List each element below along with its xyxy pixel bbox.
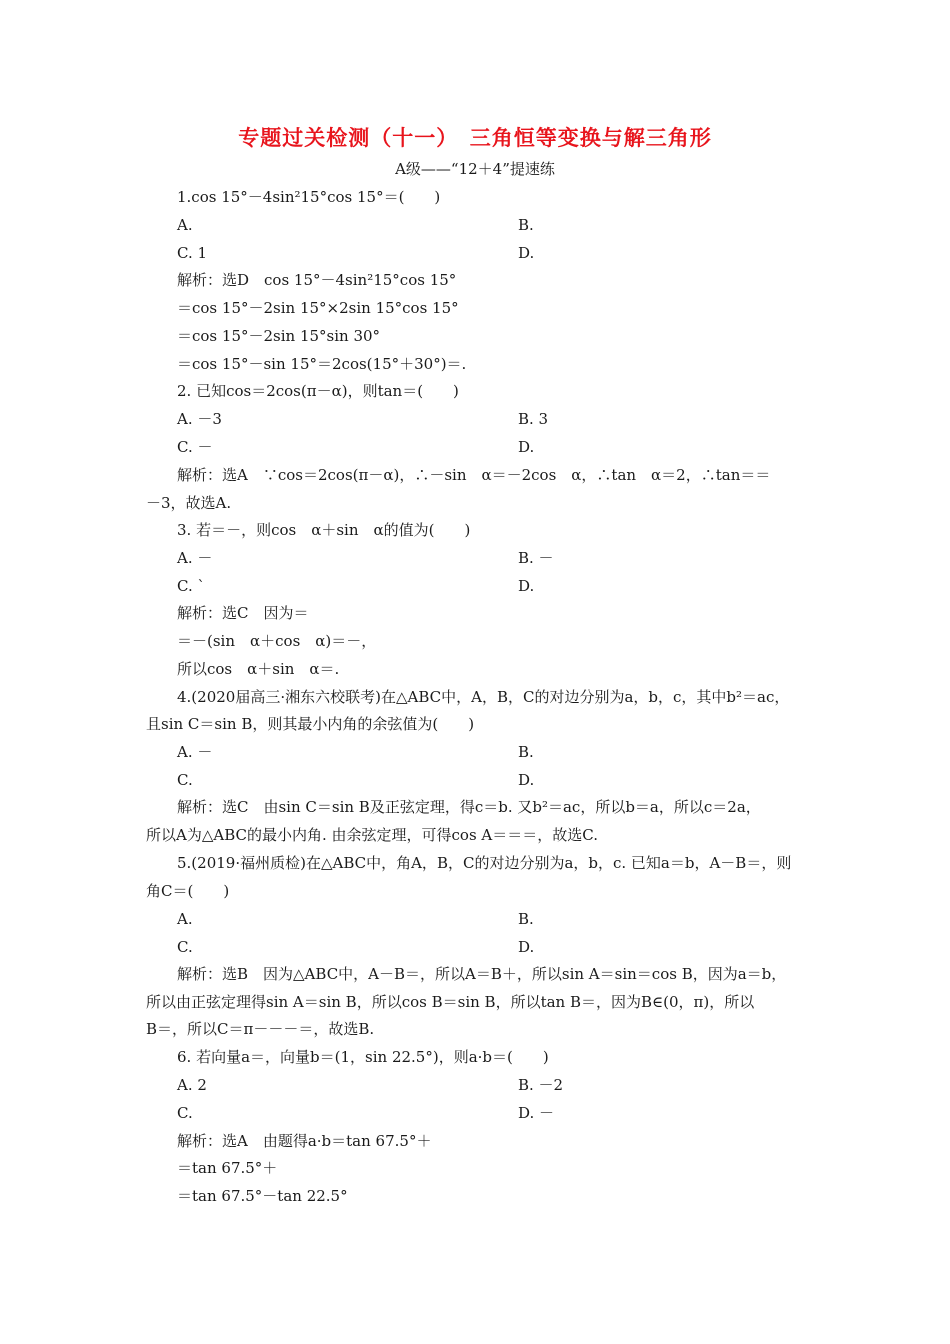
option-left: C. (177, 771, 193, 789)
option-right: D. (518, 577, 535, 595)
text-line: 且sin C＝sin B，则其最小内角的余弦值为( ) (146, 715, 475, 733)
text-line: ＝cos 15°－sin 15°＝2cos(15°＋30°)＝. (177, 355, 467, 373)
section-subtitle: A级——“12＋4”提速练 (395, 160, 555, 178)
text-line: 所以cos α＋sin α＝. (177, 660, 340, 678)
option-left: A. 2 (177, 1076, 207, 1094)
text-line: 4.(2020届高三·湘东六校联考)在△ABC中，A，B，C的对边分别为a，b，c，其中b²＝ac， (177, 688, 790, 706)
text-line: 1.cos 15°－4sin²15°cos 15°＝( ) (177, 188, 441, 206)
text-line: 6. 若向量a＝，向量b＝(1，sin 22.5°)，则a·b＝( ) (177, 1048, 549, 1066)
text-line: －3，故选A. (146, 494, 232, 512)
option-right: B. (518, 910, 534, 928)
text-line: 角C＝( ) (146, 882, 230, 900)
text-line: ＝tan 67.5°＋ (177, 1159, 278, 1177)
option-right: D. (518, 938, 535, 956)
option-left: C. － (177, 438, 213, 456)
option-right: B. (518, 743, 534, 761)
option-right: B. (518, 216, 534, 234)
option-right: B. 3 (518, 410, 549, 428)
option-right: B. －2 (518, 1076, 564, 1094)
text-line: 解析：选B 因为△ABC中，A－B＝，所以A＝B＋，所以sin A＝sin＝cos B，因为a＝b， (177, 965, 787, 983)
option-right: B. － (518, 549, 554, 567)
text-line: 3. 若＝－，则cos α＋sin α的值为( ) (177, 521, 471, 539)
text-line: ＝－(sin α＋cos α)＝－， (177, 632, 377, 650)
text-line: 解析：选C 由sin C＝sin B及正弦定理，得c＝b. 又b²＝ac，所以b＝a，所以c＝2a， (177, 798, 761, 816)
text-line: 解析：选C 因为＝ (177, 604, 309, 622)
text-line: 所以由正弦定理得sin A＝sin B，所以cos B＝sin B，所以tan B＝，因为B∈(0，π)，所以 (146, 993, 755, 1011)
text-line: 2. 已知cos＝2cos(π－α)，则tan＝( ) (177, 382, 459, 400)
text-line: 解析：选A 由题得a·b＝tan 67.5°＋ (177, 1132, 432, 1150)
text-line: 解析：选A ∵cos＝2cos(π－α)，∴－sin α＝－2cos α，∴tan α＝2，∴tan＝＝ (177, 466, 771, 484)
option-left: A. (177, 216, 193, 234)
option-left: C. ˋ (177, 577, 205, 595)
option-right: D. (518, 244, 535, 262)
page-title: 专题过关检测（十一） 三角恒等变换与解三角形 (238, 126, 712, 150)
option-left: A. － (177, 743, 213, 761)
option-left: A. －3 (177, 410, 222, 428)
text-line: 解析：选D cos 15°－4sin²15°cos 15° (177, 271, 457, 289)
text-line: 5.(2019·福州质检)在△ABC中，角A，B，C的对边分别为a，b，c. 已知a＝b，A－B＝，则 (177, 854, 792, 872)
option-right: D. － (518, 1104, 555, 1122)
option-left: A. (177, 910, 193, 928)
option-left: A. － (177, 549, 213, 567)
option-right: D. (518, 438, 535, 456)
text-line: ＝cos 15°－2sin 15°sin 30° (177, 327, 381, 345)
option-left: C. (177, 1104, 193, 1122)
text-line: ＝tan 67.5°－tan 22.5° (177, 1187, 348, 1205)
text-line: 所以A为△ABC的最小内角. 由余弦定理，可得cos A＝＝＝，故选C. (146, 826, 598, 844)
option-left: C. 1 (177, 244, 208, 262)
text-line: B＝，所以C＝π－－－＝，故选B. (146, 1020, 375, 1038)
text-line: ＝cos 15°－2sin 15°×2sin 15°cos 15° (177, 299, 459, 317)
option-right: D. (518, 771, 535, 789)
option-left: C. (177, 938, 193, 956)
